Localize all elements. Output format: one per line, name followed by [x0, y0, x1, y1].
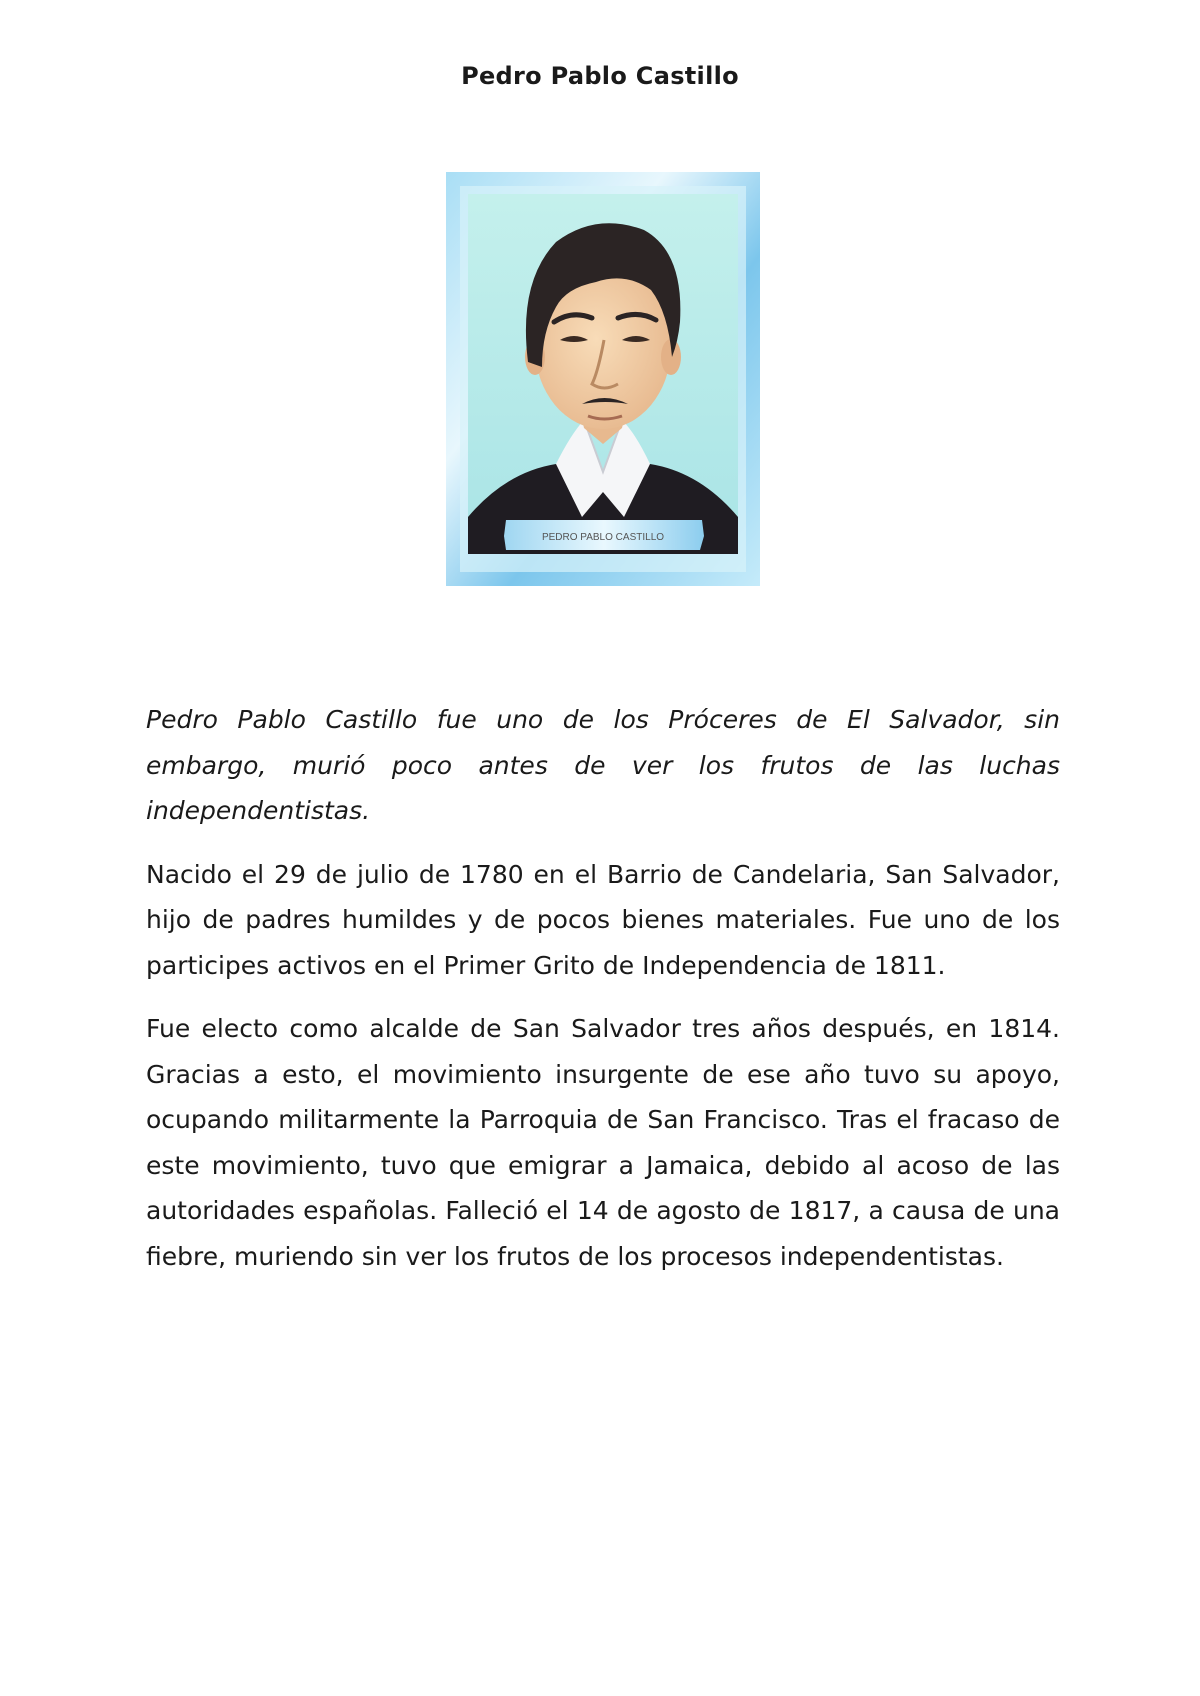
- career-paragraph: Fue electo como alcalde de San Salvador tres años después, en 1814. Gracias a esto, el movimiento insurgente de ese año tuvo su apoyo, ocupando militarmente la Parroquia de San Francisco. Tras el fracaso de este movimiento, tuvo que emigrar a Jamaica, debido al acoso de las autoridades españolas. Falleció el 14 de agosto de 1817, a causa de una fiebre, muriendo sin ver los frutos de los procesos independentistas.: [146, 1014, 1060, 1271]
- birth-paragraph: Nacido el 29 de julio de 1780 en el Barrio de Candelaria, San Salvador, hijo de padres humildes y de pocos bienes materiales. Fue uno de los participes activos en el Primer Grito de Independencia de 1811.: [146, 859, 1060, 980]
- biography-text: [146, 697, 1060, 1297]
- portrait-image: [446, 172, 760, 586]
- intro-paragraph: Pedro Pablo Castillo fue uno de los Próceres de El Salvador, sin embargo, murió poco antes de ver los frutos de las luchas independentistas.: [146, 705, 1060, 825]
- portrait-caption: PEDRO PABLO CASTILLO: [541, 532, 665, 543]
- page-title: Pedro Pablo Castillo: [461, 62, 739, 90]
- portrait-illustration-icon: [446, 172, 760, 586]
